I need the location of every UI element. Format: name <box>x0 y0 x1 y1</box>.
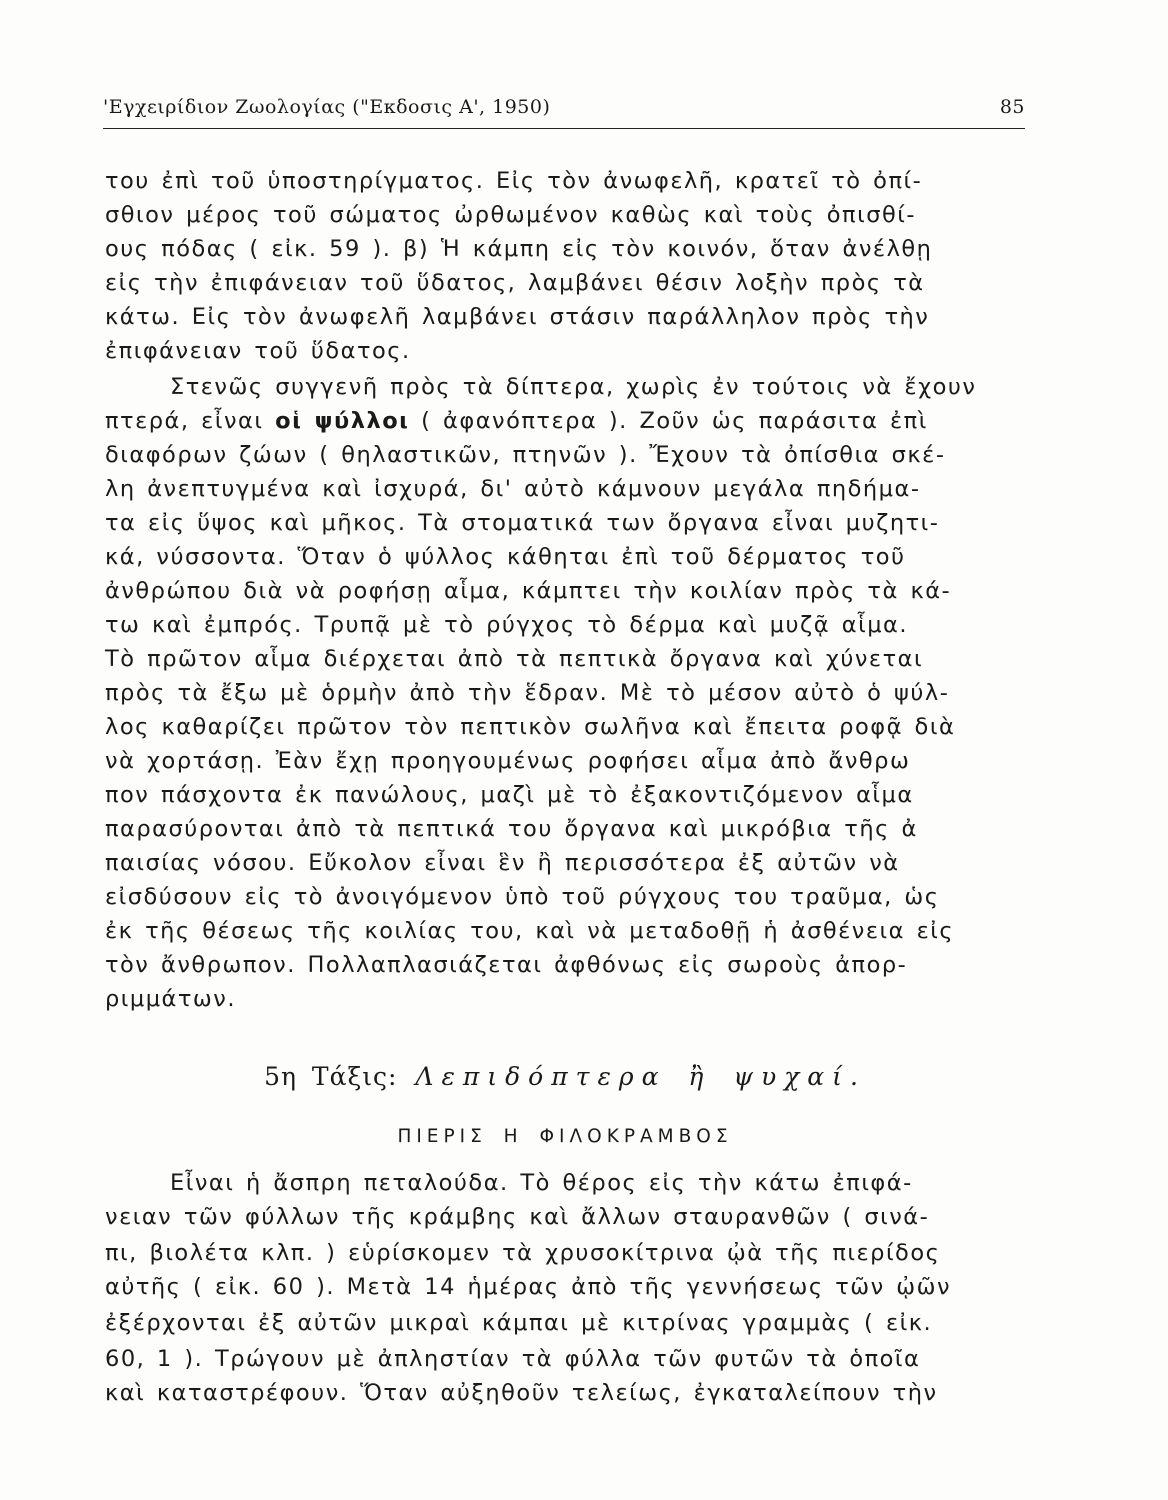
text-line: εἰς τὴν ἐπιφάνειαν τοῦ ὕδατος, λαμβάνει θέσιν λοξὴν πρὸς τὰ <box>105 270 925 296</box>
text-line: ἐπιφάνειαν τοῦ ὕδατος. <box>105 338 411 364</box>
text-line: του ἐπὶ τοῦ ὑποστηρίγματος. Εἰς τὸν ἀνωφελῆ, κρατεῖ τὸ ὀπί- <box>105 168 923 194</box>
text-line: λη ἀνεπτυγμένα καὶ ἰσχυρά, δι' αὐτὸ κάμνουν μεγάλα πηδήμα- <box>105 476 921 502</box>
text-segment: πτερά, εἶναι <box>105 408 276 434</box>
text-line: διαφόρων ζώων ( θηλαστικῶν, πτηνῶν ). Ἔχουν τὰ ὀπίσθια σκέ- <box>105 442 946 468</box>
text-line: εἰσδύσουν εἰς τὸ ἀνοιγόμενον ὑπὸ τοῦ ρύγχους του τραῦμα, ὡς <box>105 884 940 910</box>
text-line: ριμμάτων. <box>105 986 236 1012</box>
page-number: 85 <box>999 96 1025 118</box>
text-line: παισίας νόσου. Εὔκολον εἶναι ἓν ἢ περισσότερα ἐξ αὐτῶν νὰ <box>105 850 900 876</box>
text-line: ἐκ τῆς θέσεως τῆς κοιλίας του, καὶ νὰ μεταδοθῇ ἡ ἀσθένεια εἰς <box>105 918 955 944</box>
text-line <box>105 404 928 438</box>
text-line: πι, βιολέτα κλπ. ) εὑρίσκομεν τὰ χρυσοκίτρινα ᾠὰ τῆς πιερίδος <box>105 1240 941 1266</box>
text-line: αὐτῆς ( εἰκ. 60 ). Μετὰ 14 ἡμέρας ἀπὸ τῆς γεννήσεως τῶν ᾠῶν <box>105 1274 952 1300</box>
text-line: Στενῶς συγγενῆ πρὸς τὰ δίπτερα, χωρὶς ἐν τούτοις νὰ ἔχουν <box>170 374 977 400</box>
text-line: πρὸς τὰ ἔξω μὲ ὁρμὴν ἀπὸ τὴν ἕδραν. Μὲ τὸ μέσον αὐτὸ ὁ ψύλ- <box>105 680 950 706</box>
order-name: Λεπιδόπτερα ἢ ψυχαί. <box>415 1062 866 1091</box>
section-heading <box>105 1062 1025 1091</box>
text-line: κάτω. Εἰς τὸν ἀνωφελῆ λαμβάνει στάσιν παράλληλον πρὸς τὴν <box>105 304 930 330</box>
running-header <box>103 96 1025 128</box>
text-line: παρασύρονται ἀπὸ τὰ πεπτικά του ὄργανα καὶ μικρόβια τῆς ἀ <box>105 816 918 842</box>
text-line: πον πάσχοντα ἐκ πανώλους, μαζὶ μὲ τὸ ἐξακοντιζόμενον αἷμα <box>105 782 914 808</box>
text-line: τω καὶ ἐμπρός. Τρυπᾷ μὲ τὸ ρύγχος τὸ δέρμα καὶ μυζᾷ αἷμα. <box>105 612 909 638</box>
text-line: τὸν ἄνθρωπον. Πολλαπλασιάζεται ἀφθόνως εἰς σωροὺς ἀπορ- <box>105 952 908 978</box>
header-rule <box>103 128 1025 129</box>
text-line: καὶ καταστρέφουν. Ὅταν αὐξηθοῦν τελείως, ἐγκαταλείπουν τὴν <box>105 1380 938 1406</box>
order-label: 5η Τάξις: <box>264 1062 398 1091</box>
text-line: Τὸ πρῶτον αἷμα διέρχεται ἀπὸ τὰ πεπτικὰ ὄργανα καὶ χύνεται <box>105 646 924 672</box>
text-line: σθιον μέρος τοῦ σώματος ὠρθωμένον καθὼς καὶ τοὺς ὀπισθί- <box>105 202 916 228</box>
bold-term: οἱ ψύλλοι <box>275 408 410 434</box>
running-title: 'Εγχειρίδιον Ζωολογίας ("Εκδοσις Α', 1950) <box>103 96 551 118</box>
species-heading: ΠΙΕΡΙΣ Η ΦΙΛΟΚΡΑΜΒΟΣ <box>397 1126 733 1147</box>
text-line: ἀνθρώπου διὰ νὰ ροφήσῃ αἷμα, κάμπτει τὴν κοιλίαν πρὸς τὰ κά- <box>105 578 952 604</box>
text-line: κά, νύσσοντα. Ὅταν ὁ ψύλλος κάθηται ἐπὶ τοῦ δέρματος τοῦ <box>105 544 906 570</box>
text-line: Εἶναι ἡ ἄσπρη πεταλούδα. Τὸ θέρος εἰς τὴν κάτω ἐπιφά- <box>170 1170 913 1196</box>
text-line: 60, 1 ). Τρώγουν μὲ ἀπληστίαν τὰ φύλλα τῶν φυτῶν τὰ ὁποῖα <box>105 1346 921 1372</box>
text-line: ους πόδας ( εἰκ. 59 ). β) Ἡ κάμπη εἰς τὸν κοινόν, ὅταν ἀνέλθῃ <box>105 236 933 262</box>
text-segment: ( ἀφανόπτερα ). Ζοῦν ὡς παράσιτα ἐπὶ <box>409 408 928 434</box>
text-line: νὰ χορτάσῃ. Ἐὰν ἔχῃ προηγουμένως ροφήσει αἷμα ἀπὸ ἄνθρω <box>105 748 911 774</box>
text-line: λος καθαρίζει πρῶτον τὸν πεπτικὸν σωλῆνα καὶ ἔπειτα ροφᾷ διὰ <box>105 714 956 740</box>
text-line: τα εἰς ὕψος καὶ μῆκος. Τὰ στοματικά των ὄργανα εἶναι μυζητι- <box>105 510 940 536</box>
text-line: ἐξέρχονται ἐξ αὐτῶν μικραὶ κάμπαι μὲ κιτρίνας γραμμὰς ( εἰκ. <box>105 1310 933 1336</box>
text-line: νειαν τῶν φύλλων τῆς κράμβης καὶ ἄλλων σταυρανθῶν ( σινά- <box>105 1204 930 1230</box>
